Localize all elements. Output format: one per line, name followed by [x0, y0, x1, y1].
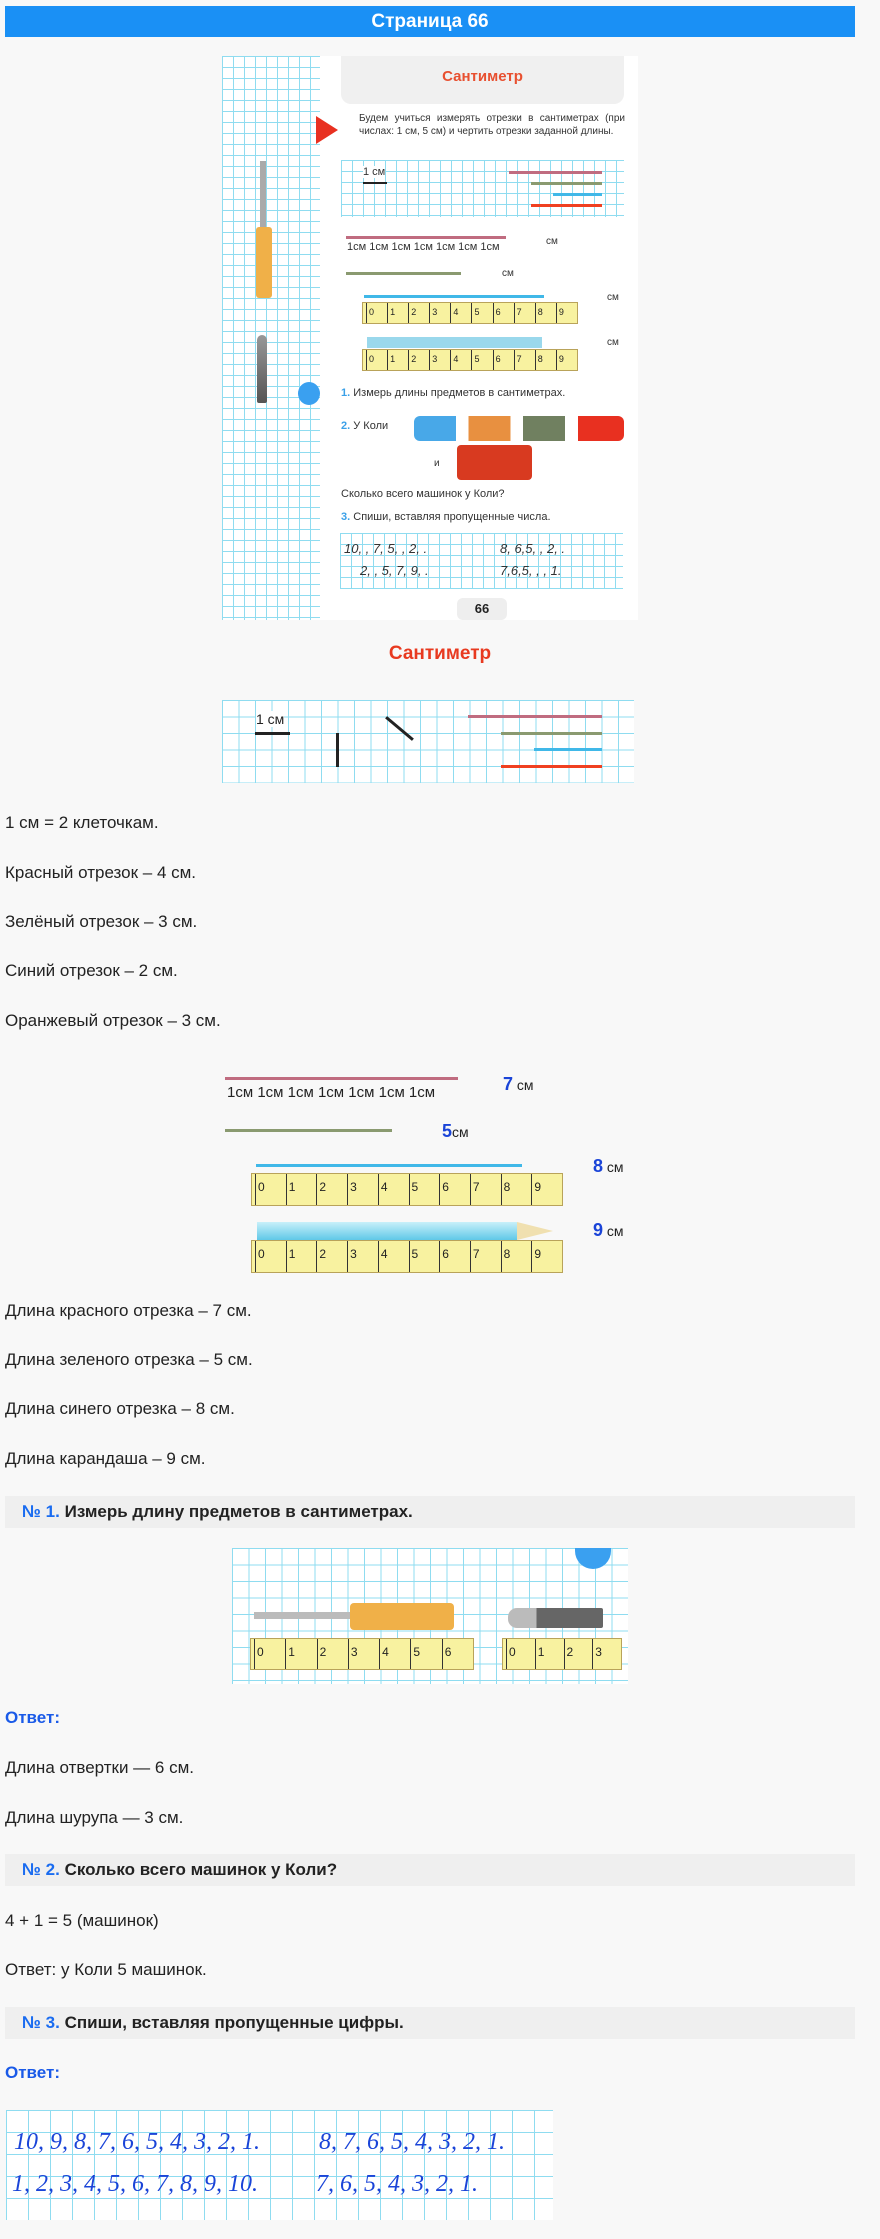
- blue-badge-icon: [575, 1548, 611, 1569]
- handwritten-row: 10, 9, 8, 7, 6, 5, 4, 3, 2, 1.: [14, 2129, 260, 2155]
- unit: см: [606, 1223, 624, 1239]
- ruler-tick-label: 9: [556, 350, 577, 370]
- ruler-tick-label: 4: [450, 350, 471, 370]
- ruler-tick-label: 6: [442, 1639, 473, 1669]
- red-segment: [468, 715, 602, 718]
- ruler: [251, 1240, 563, 1273]
- row1b: 8, 6,5, , 2, .: [500, 541, 566, 556]
- ruler-tick-label: 5: [409, 1174, 440, 1205]
- ruler-tick-label: 5: [471, 350, 492, 370]
- green-segment: [531, 182, 602, 185]
- fact: Синий отрезок – 2 см.: [5, 961, 178, 980]
- orange-segment: [501, 765, 602, 768]
- row2a: 2, , 5, 7, 9, .: [360, 563, 429, 578]
- ruler-tick-label: 2: [316, 1174, 347, 1205]
- blue-answer: [593, 1156, 624, 1177]
- measure-figure: [223, 1073, 629, 1273]
- textbook-intro: Будем учиться измерять отрезки в сантиметрах (при числах: 1 см, 5 см) и чертить отрезки заданной длины.: [359, 113, 625, 137]
- red-segment: [509, 171, 602, 174]
- section-title: Сантиметр: [388, 643, 492, 664]
- task2-question: Сколько всего машинок у Коли?: [341, 488, 505, 500]
- ruler-tick-label: 8: [501, 1241, 532, 1272]
- ruler-tick-label: 5: [471, 303, 492, 323]
- ruler-tick-label: 9: [531, 1174, 562, 1205]
- green-segment: [346, 272, 461, 275]
- task1-heading: [5, 1496, 855, 1528]
- textbook-title: Сантиметр: [442, 68, 523, 85]
- cm-row: 1см 1см 1см 1см 1см 1см 1см: [227, 1084, 436, 1101]
- vertical-segment: [336, 733, 339, 767]
- task1: [341, 387, 565, 399]
- row2b: 7,6,5, , , 1.: [500, 563, 562, 578]
- ruler-tick-label: 2: [408, 303, 429, 323]
- pencil-answer: [593, 1220, 624, 1241]
- task-text: Сколько всего машинок у Коли?: [64, 1860, 338, 1879]
- ruler-tick-label: 7: [514, 303, 535, 323]
- red-answer: [503, 1074, 534, 1095]
- ruler-tick-label: 3: [347, 1241, 378, 1272]
- ruler-tick-label: 6: [493, 350, 514, 370]
- cm-label: см: [502, 268, 514, 279]
- ruler-tick-label: 1: [387, 303, 408, 323]
- task-num: 3.: [341, 511, 351, 523]
- ruler-tick-label: 4: [379, 1639, 410, 1669]
- ruler-tick-label: 0: [506, 1639, 535, 1669]
- task3: [341, 511, 551, 523]
- fact: 1 см = 2 клеточкам.: [5, 813, 159, 832]
- pencil-icon: [367, 337, 542, 348]
- ruler-tick-label: 2: [317, 1639, 348, 1669]
- task2-heading: [5, 1854, 855, 1886]
- task-number: № 2.: [22, 1860, 60, 1879]
- solution-line: 4 + 1 = 5 (машинок): [5, 1911, 159, 1930]
- solution-line: Ответ: у Коли 5 машинок.: [5, 1960, 207, 1979]
- one-cm-segment: [363, 182, 387, 184]
- task-text: Спиши, вставляя пропущенные числа.: [353, 511, 551, 523]
- task3-grid: [340, 533, 623, 589]
- ruler-tick-label: 1: [387, 350, 408, 370]
- length-line: Длина карандаша – 9 см.: [5, 1449, 206, 1468]
- ruler-tick-label: 6: [439, 1174, 470, 1205]
- one-cm-segment: [255, 732, 290, 735]
- task-num: 1.: [341, 387, 351, 399]
- red-arrow-icon: [316, 116, 338, 144]
- green-segment: [501, 732, 602, 735]
- length-line: Длина зеленого отрезка – 5 см.: [5, 1350, 253, 1369]
- value: 7: [503, 1074, 514, 1094]
- cm-label: см: [607, 337, 619, 348]
- ruler-tick-label: 4: [378, 1174, 409, 1205]
- green-answer: [442, 1121, 469, 1142]
- fire-truck-image: [457, 445, 532, 480]
- margin-grid: [222, 56, 320, 620]
- ruler-tick-label: 1: [286, 1174, 317, 1205]
- segments-grid-figure: [222, 700, 634, 783]
- ruler-3cm: [502, 1638, 622, 1670]
- ruler-tick-label: 8: [535, 303, 556, 323]
- textbook-grid-fig: [341, 160, 624, 217]
- blue-segment: [256, 1164, 522, 1167]
- handwritten-row: 8, 7, 6, 5, 4, 3, 2, 1.: [319, 2129, 505, 2155]
- answer-line: Длина шурупа — 3 см.: [5, 1808, 184, 1827]
- ruler-tick-label: 0: [366, 350, 387, 370]
- answer-label: Ответ:: [5, 1708, 60, 1727]
- task1-figure: [232, 1548, 628, 1684]
- page-header: Страница 66: [5, 6, 855, 37]
- blue-segment: [553, 193, 602, 196]
- red-segment: [346, 236, 506, 239]
- ruler: [362, 349, 578, 371]
- ruler-tick-label: 6: [439, 1241, 470, 1272]
- ruler-tick-label: 8: [501, 1174, 532, 1205]
- unit: см: [516, 1077, 534, 1093]
- ruler-tick-label: 8: [535, 350, 556, 370]
- task-text: Измерь длины предметов в сантиметрах.: [353, 387, 566, 399]
- screwdriver-handle: [256, 227, 272, 298]
- blue-segment: [364, 295, 544, 298]
- ruler-tick-label: 0: [255, 1174, 286, 1205]
- cars-image: [414, 416, 624, 441]
- textbook-page-image: [222, 56, 638, 620]
- ruler-tick-label: 9: [556, 303, 577, 323]
- ruler-tick-label: 3: [592, 1639, 621, 1669]
- ruler-tick-label: 3: [347, 1174, 378, 1205]
- ruler-tick-label: 2: [408, 350, 429, 370]
- ruler-tick-label: 0: [366, 303, 387, 323]
- ruler-tick-label: 3: [429, 350, 450, 370]
- task-text: Спиши, вставляя пропущенные цифры.: [64, 2013, 404, 2032]
- row1a: 10, , 7, 5, , 2, .: [344, 541, 428, 556]
- title-box: [341, 56, 624, 104]
- task-number: № 3.: [22, 2013, 60, 2032]
- value: 8: [593, 1156, 604, 1176]
- ruler-tick-label: 6: [493, 303, 514, 323]
- ruler-tick-label: 4: [450, 303, 471, 323]
- ruler-tick-label: 5: [409, 1241, 440, 1272]
- ruler-tick-label: 1: [286, 1241, 317, 1272]
- ruler-6cm: [250, 1638, 474, 1670]
- ruler-tick-label: 3: [429, 303, 450, 323]
- answer-label: Ответ:: [5, 2063, 60, 2082]
- green-segment: [225, 1129, 392, 1132]
- screwdriver-handle: [350, 1603, 454, 1630]
- screwdriver-icon: [254, 1612, 354, 1619]
- task-text: Измерь длину предметов в сантиметрах.: [64, 1502, 413, 1521]
- answer-grid: [6, 2110, 553, 2220]
- blue-segment: [534, 748, 602, 751]
- unit: см: [452, 1124, 469, 1140]
- task2: [341, 420, 388, 432]
- cm-row: 1см 1см 1см 1см 1см 1см 1см: [347, 241, 500, 253]
- ruler-tick-label: 7: [470, 1241, 501, 1272]
- screw-icon: [508, 1608, 603, 1628]
- pencil-tip: [517, 1222, 553, 1240]
- page-number: 66: [457, 598, 507, 620]
- ruler-tick-label: 1: [535, 1639, 564, 1669]
- task-text: У Коли: [353, 420, 389, 432]
- value: 5: [442, 1121, 453, 1141]
- task-num: 2.: [341, 420, 351, 432]
- ruler-tick-label: 5: [410, 1639, 441, 1669]
- task-number: № 1.: [22, 1502, 60, 1521]
- orange-segment: [531, 204, 602, 207]
- red-segment: [225, 1077, 458, 1080]
- ruler-tick-label: 3: [348, 1639, 379, 1669]
- task3-heading: [5, 2007, 855, 2039]
- blue-badge-icon: [298, 382, 320, 405]
- ruler: [362, 302, 578, 324]
- ruler-tick-label: 2: [316, 1241, 347, 1272]
- ruler-tick-label: 0: [254, 1639, 285, 1669]
- length-line: Длина синего отрезка – 8 см.: [5, 1399, 235, 1418]
- fact: Оранжевый отрезок – 3 см.: [5, 1011, 221, 1030]
- screw-icon: [257, 335, 267, 403]
- ruler-tick-label: 4: [378, 1241, 409, 1272]
- one-cm-label: 1 см: [363, 166, 386, 178]
- diagonal-segment: [385, 716, 414, 741]
- fact: Зелёный отрезок – 3 см.: [5, 912, 198, 931]
- value: 9: [593, 1220, 604, 1240]
- ruler-tick-label: 1: [285, 1639, 316, 1669]
- pencil-icon: [257, 1222, 517, 1240]
- handwritten-row: 7, 6, 5, 4, 3, 2, 1.: [316, 2171, 478, 2197]
- cm-label: см: [607, 292, 619, 303]
- length-line: Длина красного отрезка – 7 см.: [5, 1301, 252, 1320]
- ruler-tick-label: 7: [470, 1174, 501, 1205]
- ruler-tick-label: 9: [531, 1241, 562, 1272]
- screwdriver-icon: [260, 161, 266, 227]
- fact: Красный отрезок – 4 см.: [5, 863, 197, 882]
- ruler-tick-label: 2: [564, 1639, 593, 1669]
- one-cm-label: 1 см: [256, 711, 285, 727]
- and-label: и: [434, 458, 440, 469]
- handwritten-row: 1, 2, 3, 4, 5, 6, 7, 8, 9, 10.: [12, 2171, 258, 2197]
- cm-label: см: [546, 236, 558, 247]
- ruler: [251, 1173, 563, 1206]
- ruler-tick-label: 7: [514, 350, 535, 370]
- unit: см: [606, 1159, 624, 1175]
- ruler-tick-label: 0: [255, 1241, 286, 1272]
- answer-line: Длина отвертки — 6 см.: [5, 1758, 194, 1777]
